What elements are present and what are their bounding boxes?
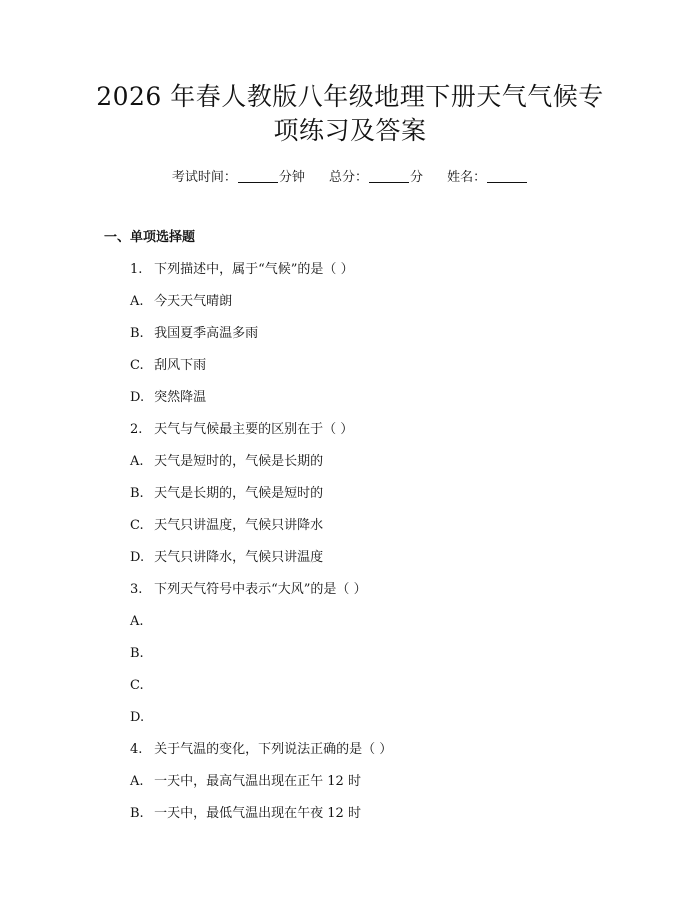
question-text: 天气与气候最主要的区别在于（ ） (154, 422, 354, 437)
exam-time-field (172, 168, 305, 188)
question-text: 下列描述中，属于“气候”的是（ ） (154, 262, 354, 277)
answer-option (130, 324, 258, 344)
document-title (60, 80, 640, 148)
option-label: A. (130, 614, 144, 629)
option-label: A. (130, 774, 144, 789)
question-stem (130, 580, 367, 600)
option-label: D. (130, 550, 145, 565)
question-text: 关于气温的变化，下列说法正确的是（ ） (154, 742, 393, 757)
answer-option (130, 484, 323, 504)
question-number: 4. (130, 742, 143, 757)
answer-option (130, 804, 361, 824)
question-number: 3. (130, 582, 143, 597)
question-number: 1. (130, 262, 143, 277)
score-field (329, 168, 423, 188)
answer-option (130, 644, 150, 664)
option-text: 今天天气晴朗 (154, 294, 233, 309)
option-label: C. (130, 358, 144, 373)
option-text: 我国夏季高温多雨 (154, 326, 259, 341)
name-field (447, 168, 528, 188)
option-label: B. (130, 806, 144, 821)
score-blank (369, 168, 409, 183)
exam-time-blank (238, 168, 278, 183)
option-label: B. (130, 326, 144, 341)
option-label: B. (130, 486, 144, 501)
question-number: 2. (130, 422, 143, 437)
option-label: D. (130, 710, 145, 725)
option-label: B. (130, 646, 144, 661)
answer-option (130, 516, 323, 536)
answer-option (130, 292, 232, 312)
option-text: 天气是短时的，气候是长期的 (154, 454, 324, 469)
answer-option (130, 388, 206, 408)
answer-option (130, 772, 361, 792)
exam-time-label: 考试时间： (171, 170, 237, 185)
title-line-2: 项练习及答案 (273, 116, 427, 145)
question-text: 下列天气符号中表示“大风”的是（ ） (154, 582, 367, 597)
option-label: C. (130, 518, 144, 533)
answer-option (130, 548, 323, 568)
score-label: 总分： (328, 170, 368, 185)
option-label: A. (130, 454, 144, 469)
section-heading: 一、单项选择题 (104, 230, 196, 245)
option-label: D. (130, 390, 145, 405)
answer-option (130, 612, 150, 632)
option-text: 突然降温 (154, 390, 207, 405)
option-label: C. (130, 678, 144, 693)
option-text: 天气只讲温度，气候只讲降水 (154, 518, 324, 533)
exam-info-line (0, 168, 700, 188)
option-label: A. (130, 294, 144, 309)
question-stem (130, 740, 392, 760)
name-blank (487, 168, 527, 183)
answer-option (130, 356, 206, 376)
question-stem (130, 420, 353, 440)
exam-time-unit: 分钟 (278, 170, 305, 185)
answer-option (130, 676, 150, 696)
answer-option (130, 708, 150, 728)
option-text: 一天中，最高气温出现在正午 12 时 (154, 774, 361, 789)
title-line-1: 2026 年春人教版八年级地理下册天气气候专 (96, 82, 604, 111)
question-stem (130, 260, 354, 280)
name-label: 姓名： (447, 170, 487, 185)
answer-option (130, 452, 323, 472)
option-text: 刮风下雨 (154, 358, 207, 373)
option-text: 天气是长期的，气候是短时的 (154, 486, 324, 501)
option-text: 天气只讲降水，气候只讲温度 (154, 550, 324, 565)
option-text: 一天中，最低气温出现在午夜 12 时 (154, 806, 361, 821)
score-unit: 分 (410, 170, 424, 185)
